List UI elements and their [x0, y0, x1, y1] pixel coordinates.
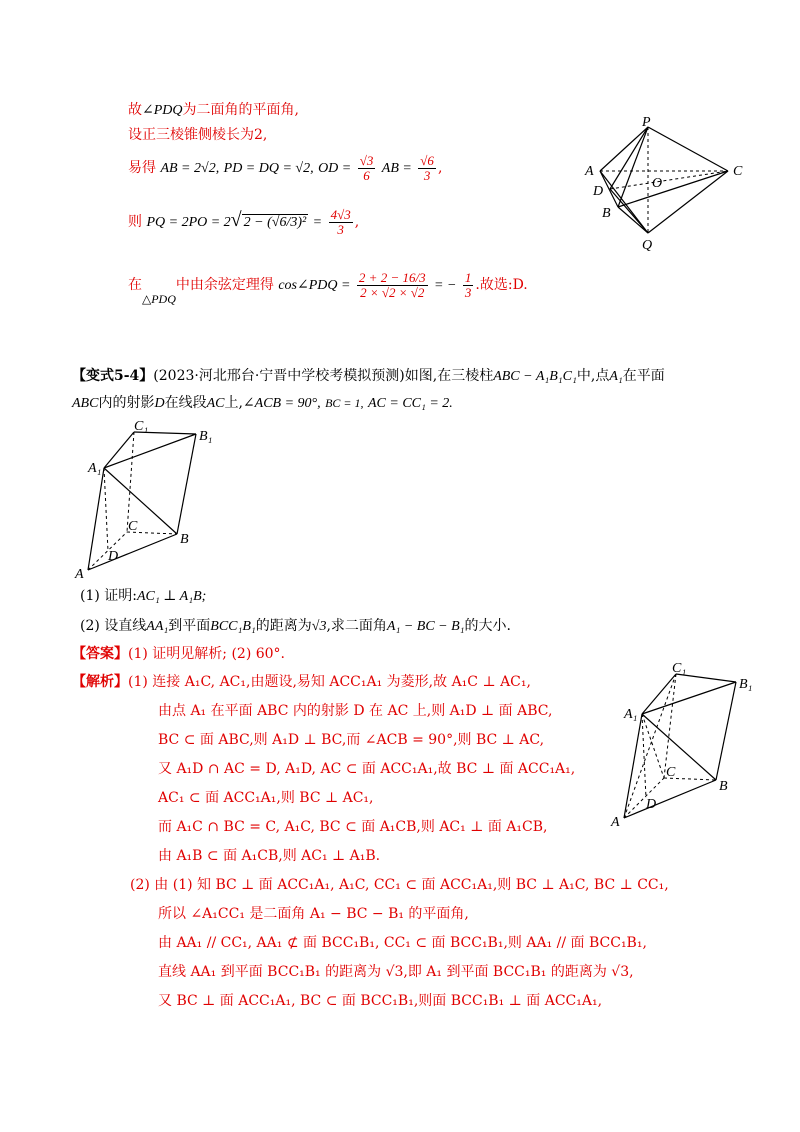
analysis-line-2: 由点 A₁ 在平面 ABC 内的射影 D 在 AC 上,则 A₁D ⊥ 面 ABC, — [158, 703, 553, 719]
prism-figure-1 — [72, 418, 232, 583]
label-B: B — [602, 206, 611, 221]
analysis-line-9: 所以 ∠A₁CC₁ 是二面角 A₁ − BC − B₁ 的平面角, — [158, 906, 469, 922]
analysis-line-3: BC ⊂ 面 ABC,则 A₁D ⊥ BC,而 ∠ACB = 90°,则 BC ⊥ AC, — [158, 732, 545, 748]
label-A: A — [585, 164, 594, 179]
pyramid-figure — [580, 115, 750, 255]
label-C1: C₁ — [134, 419, 149, 434]
analysis-line-4: 又 A₁D ∩ AC = D, A₁D, AC ⊂ 面 ACC₁A₁,故 BC ⊥ 面 ACC₁A₁, — [158, 761, 576, 777]
question-2: (2) 设直线AA₁到平面BCC₁B₁的距离为√3,求二面角A₁ − BC − B₁的大小. — [80, 618, 511, 634]
analysis-line-1: 【解析】(1) 连接 A₁C, AC₁,由题设,易知 ACC₁A₁ 为菱形,故 A₁C ⊥ AC₁, — [72, 674, 531, 690]
label-D: D — [108, 549, 119, 564]
problem-line-1: 【变式5-4】(2023·河北邢台·宁晋中学校考模拟预测)如图,在三棱柱ABC − A₁B₁C₁中,点A₁在平面 — [72, 368, 665, 384]
sol-line-1: 故∠PDQ为二面角的平面角, — [128, 102, 299, 118]
sol-line-2: 设正三棱锥侧棱长为2, — [128, 127, 268, 143]
label-B1: B₁ — [739, 677, 753, 692]
label-C: C — [666, 765, 676, 780]
analysis-line-12: 又 BC ⊥ 面 ACC₁A₁, BC ⊂ 面 BCC₁B₁,则面 BCC₁B₁ ⊥ 面 ACC₁A₁, — [158, 993, 603, 1009]
label-D: D — [593, 184, 604, 199]
label-C: C — [128, 519, 138, 534]
analysis-line-10: 由 AA₁ // CC₁, AA₁ ⊄ 面 BCC₁B₁, CC₁ ⊂ 面 BCC₁B₁,则 AA₁ // 面 BCC₁B₁, — [158, 935, 647, 951]
analysis-line-6: 而 A₁C ∩ BC = C, A₁C, BC ⊂ 面 A₁CB,则 AC₁ ⊥ 面 A₁CB, — [158, 819, 548, 835]
prism-figure-2 — [608, 660, 768, 830]
label-A: A — [75, 567, 84, 582]
label-A: A — [611, 815, 620, 830]
label-O: O — [652, 176, 663, 191]
problem-line-2: ABC内的射影D在线段AC上,∠ACB = 90°, BC = 1, AC = CC₁ = 2. — [72, 395, 453, 411]
analysis-line-8: (2) 由 (1) 知 BC ⊥ 面 ACC₁A₁, A₁C, CC₁ ⊂ 面 ACC₁A₁,则 BC ⊥ A₁C, BC ⊥ CC₁, — [130, 877, 669, 893]
question-1: (1) 证明:AC₁ ⊥ A₁B; — [80, 588, 207, 604]
sol-line-5: 在△PDQ中由余弦定理得 cos∠PDQ = $\frac{2 + 2 - 16/3}{2 \times √2 \times √2}$ = − $\frac{1}{3}$ .故选:D. — [128, 269, 528, 306]
analysis-line-5: AC₁ ⊂ 面 ACC₁A₁,则 BC ⊥ AC₁, — [158, 790, 374, 806]
label-A1: A₁ — [624, 707, 638, 722]
label-B1: B₁ — [199, 429, 213, 444]
label-C1: C₁ — [672, 661, 687, 676]
label-C: C — [733, 164, 743, 179]
sol-line-4: 则 PQ = 2PO = 2√ 2 − (√6/3)² = $\frac{4√3}{3}$ , — [128, 206, 360, 237]
analysis-line-11: 直线 AA₁ 到平面 BCC₁B₁ 的距离为 √3,即 A₁ 到平面 BCC₁B₁ 的距离为 √3, — [158, 964, 634, 980]
label-Q: Q — [642, 238, 653, 253]
label-P: P — [642, 115, 651, 130]
sol-line-3: 易得 AB = 2√2, PD = DQ = √2, OD = $\frac{√3}{6}$ AB = $\frac{√6}{3}$ , — [128, 152, 443, 183]
label-D: D — [646, 797, 657, 812]
label-B: B — [719, 779, 728, 794]
answer-line: 【答案】(1) 证明见解析; (2) 60°. — [72, 646, 285, 662]
label-B: B — [180, 532, 189, 547]
label-A1: A₁ — [88, 461, 102, 476]
analysis-line-7: 由 A₁B ⊂ 面 A₁CB,则 AC₁ ⊥ A₁B. — [158, 848, 381, 864]
